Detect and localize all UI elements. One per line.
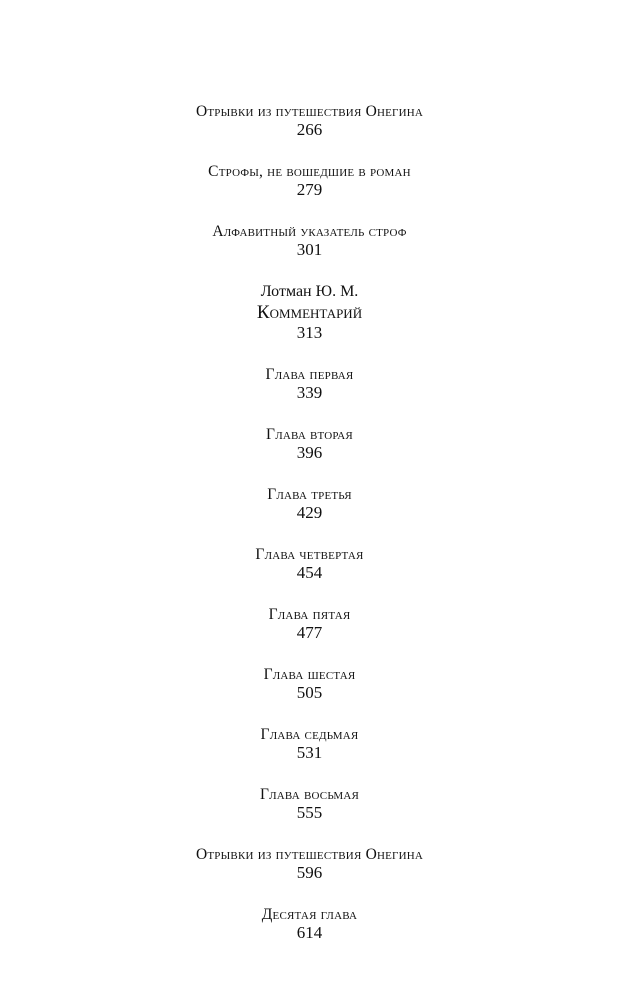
toc-entry[interactable] <box>0 605 619 642</box>
toc-entry[interactable] <box>0 425 619 462</box>
toc-entry[interactable] <box>0 485 619 522</box>
toc-entry-title: Глава четвертая <box>255 546 364 563</box>
toc-entry-title: Отрывки из путешествия Онегина <box>195 103 424 120</box>
toc-entry-title: Отрывки из путешествия Онегина <box>195 846 424 863</box>
table-of-contents <box>0 102 619 965</box>
toc-entry-title: Десятая глава <box>261 906 358 923</box>
toc-entry-page: 505 <box>296 683 323 702</box>
toc-entry-page: 396 <box>296 443 323 462</box>
toc-entry-page: 301 <box>296 240 323 259</box>
toc-entry-page: 614 <box>296 923 323 942</box>
toc-entry-title: Строфы, не вошедшие в роман <box>208 163 411 180</box>
toc-entry[interactable] <box>0 222 619 259</box>
toc-entry[interactable] <box>0 905 619 942</box>
toc-entry[interactable] <box>0 365 619 402</box>
toc-entry[interactable] <box>0 545 619 582</box>
toc-entry-page: 555 <box>296 803 323 822</box>
toc-entry-page: 596 <box>296 863 323 882</box>
toc-entry-title: Глава вторая <box>266 426 353 443</box>
toc-entry[interactable] <box>0 725 619 762</box>
toc-entry-title: Глава третья <box>267 486 352 503</box>
toc-entry-page: 531 <box>296 743 323 762</box>
toc-entry-page: 339 <box>296 383 323 402</box>
toc-entry-page: 266 <box>296 120 323 139</box>
toc-entry-page: 477 <box>296 623 323 642</box>
commentary-title: Комментарий <box>256 302 363 323</box>
toc-entry-title: Глава восьмая <box>259 786 360 803</box>
toc-entry-page: 429 <box>296 503 323 522</box>
toc-entry[interactable] <box>0 162 619 199</box>
toc-entry-page: 454 <box>296 563 323 582</box>
toc-entry[interactable] <box>0 102 619 139</box>
toc-commentary-section[interactable] <box>0 282 619 342</box>
toc-entry-page: 279 <box>296 180 323 199</box>
toc-entry-title: Алфавитный указатель строф <box>212 223 407 240</box>
toc-entry[interactable] <box>0 665 619 702</box>
commentary-author: Лотман Ю. М. <box>260 283 359 300</box>
toc-entry[interactable] <box>0 845 619 882</box>
toc-entry-title: Глава седьмая <box>260 726 359 743</box>
toc-entry[interactable] <box>0 785 619 822</box>
toc-entry-title: Глава шестая <box>263 666 356 683</box>
toc-entry-title: Глава первая <box>265 366 354 383</box>
toc-entry-title: Глава пятая <box>268 606 351 623</box>
commentary-page: 313 <box>296 323 323 342</box>
